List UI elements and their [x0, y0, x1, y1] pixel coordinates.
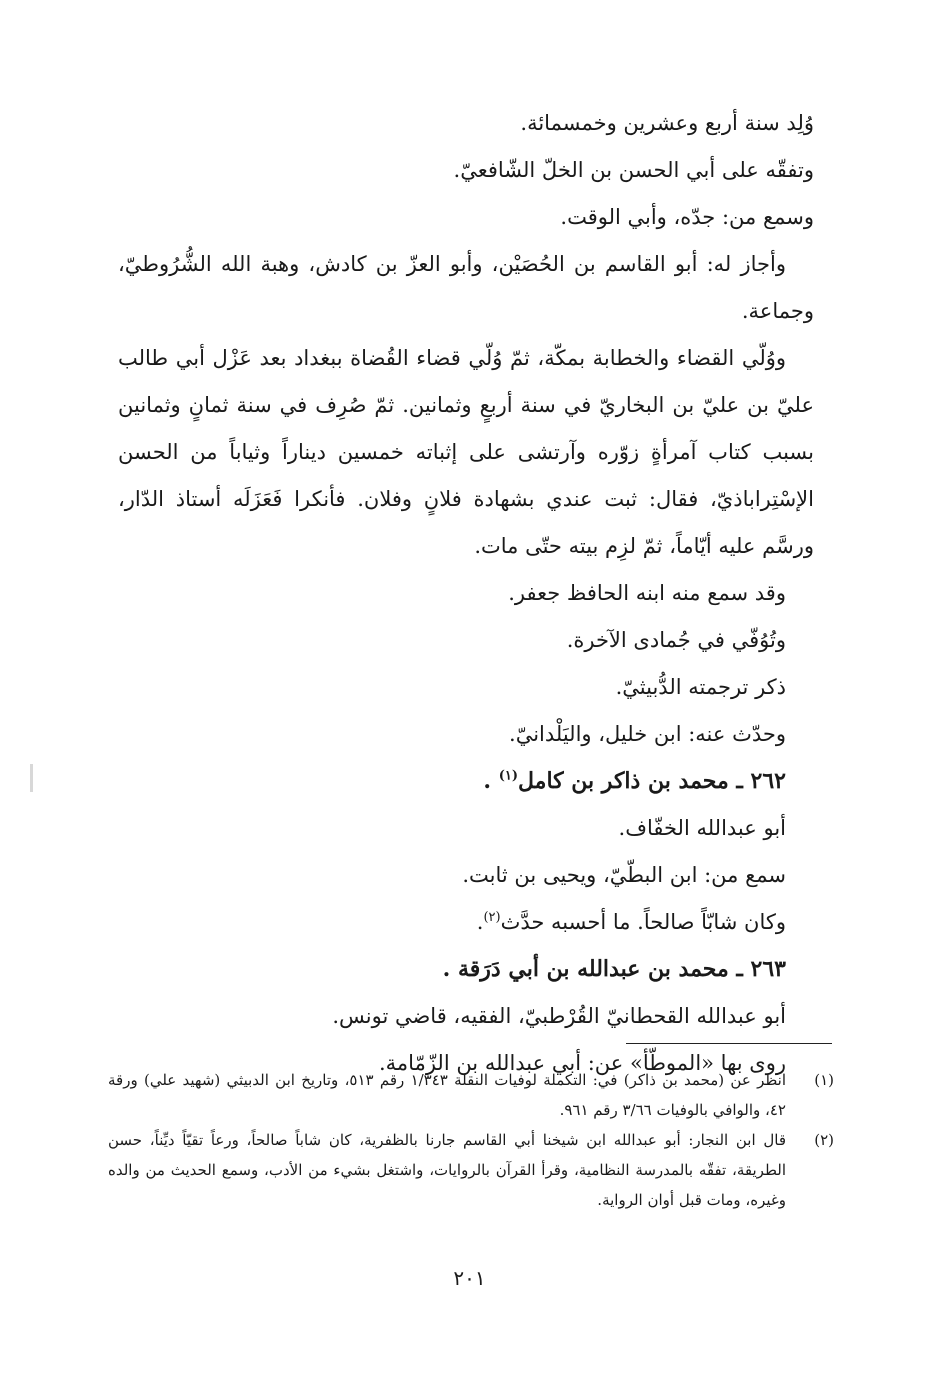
footnote	[108, 1125, 834, 1215]
footnote-text: قال ابن النجار: أبو عبدالله ابن شيخنا أبي القاسم جارنا بالظفرية، كان شاباً صالحاً، ورعاً تقيّاً ديِّناً، حسن الطريقة، تفقّه بالمدرسة النظامية، وقرأ القرآن بالروايات، واشتغل بشيء من الأدب، وسمع الحديث من والده وغيره، ومات قبل أوان الرواية.	[108, 1131, 786, 1209]
text-line: أبو عبدالله الخفّاف.	[618, 816, 786, 840]
footnote-divider	[626, 1043, 832, 1044]
text-line: وسمع من: جدّه، وأبي الوقت.	[560, 205, 814, 229]
footnote-text: انظر عن (محمد بن ذاكر) في: التكملة لوفيات النقلة ١/٣٤٣ رقم ٥١٣، وتاريخ ابن الدبيثي (شهيد علي) ورقة ٤٢، والوافي بالوفيات ٣/٦٦ رقم ٩٦١.	[108, 1071, 786, 1119]
entry-end: .	[483, 768, 499, 794]
line-end: .	[476, 910, 484, 934]
text-line: روى بها «الموطّأ» عن: أبي عبدالله بن الزّمّامة.	[379, 1051, 786, 1075]
text-line	[118, 899, 814, 946]
text-line: أبو عبدالله القحطانيّ القُرْطبيّ، الفقيه، قاضي تونس.	[332, 1004, 786, 1028]
margin-mark	[30, 764, 33, 792]
text-line: ذكر ترجمته الدُّبيثيّ.	[615, 675, 786, 699]
text-line: وحدّث عنه: ابن خليل، واليَلْدانيّ.	[509, 722, 786, 746]
text-paragraph: وأجاز له: أبو القاسم بن الحُصَيْن، وأبو العزّ بن كادش، وهبة الله الشُّرُوطيّ، وجماعة.	[118, 252, 814, 323]
entry-heading-263: ٢٦٣ ـ محمد بن عبدالله بن أبي دَرَقة .	[442, 956, 786, 982]
footnote-number: (٢)	[814, 1131, 834, 1149]
main-text	[118, 100, 814, 1087]
text-line: سمع من: ابن البطّيّ، ويحيى بن ثابت.	[462, 863, 786, 887]
text-line: وُلِد سنة أربع وعشرين وخمسمائة.	[520, 111, 814, 135]
entry-title: ٢٦٢ ـ محمد بن ذاكر بن كامل	[518, 768, 786, 794]
text-line: وقد سمع منه ابنه الحافظ جعفر.	[508, 581, 786, 605]
footnote-number: (١)	[814, 1071, 834, 1089]
text-line: وتُوُفّي في جُمادى الآخرة.	[566, 628, 786, 652]
line-text: وكان شابّاً صالحاً. ما أحسبه حدَّث	[500, 910, 786, 934]
footnote-ref: (٢)	[483, 910, 501, 925]
footnote-ref: (١)	[498, 768, 518, 784]
page-number: ٢٠١	[453, 1266, 486, 1290]
footnote	[108, 1065, 834, 1125]
footnotes	[108, 1065, 834, 1215]
text-paragraph: ووُلّي القضاء والخطابة بمكّة، ثمّ وُلّي قضاء القُضاة ببغداد بعد عَزْل أبي طالب عليّ بن عليّ بن البخاريّ في سنة أربعٍ وثمانين. ثمّ صُرِف في سنة ثمانٍ وثمانين بسبب كتاب آمرأةٍ زوّره وآرتشى على إثباته خمسين ديناراً وثياباً من الحسن الإسْتِراباذيّ، فقال: ثبت عندي بشهادة فلانٍ وفلان. فأنكرا فَعَزَلَه أستاذ الدّار، ورسَّم عليه أيّاماً، ثمّ لزِم بيته حتّى مات.	[118, 346, 814, 558]
entry-heading-262	[118, 758, 814, 805]
text-line: وتفقّه على أبي الحسن بن الخلّ الشّافعيّ.	[453, 158, 814, 182]
